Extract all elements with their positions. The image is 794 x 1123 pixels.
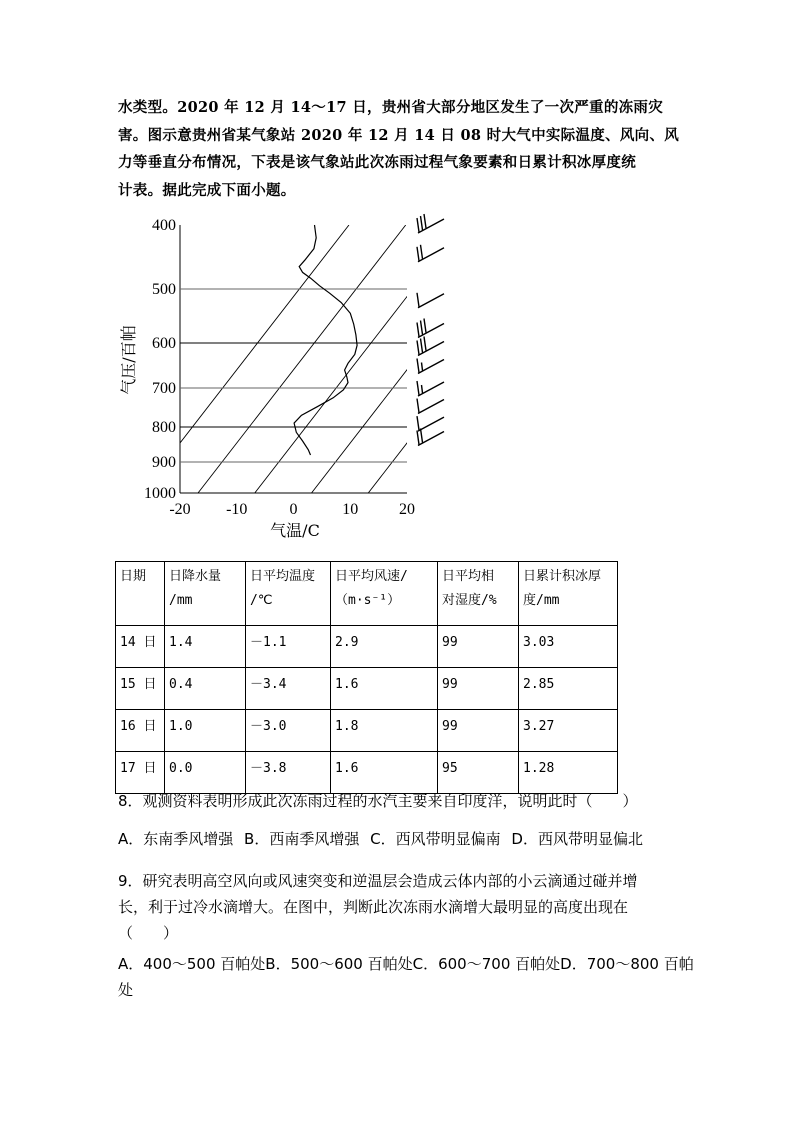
y-tick-label: 500 <box>152 281 176 298</box>
isotherm-line <box>255 225 460 493</box>
x-tick-label: 10 <box>342 501 359 518</box>
table-cell: －3.0 <box>246 710 331 752</box>
wind-barb <box>417 319 444 338</box>
wind-barb-half <box>422 363 423 371</box>
table-cell: 95 <box>438 752 519 794</box>
q8-option-d[interactable]: D．西风带明显偏北 <box>511 830 643 848</box>
q8-option-b[interactable]: B．西南季风增强 <box>244 830 360 848</box>
wind-barb <box>417 429 444 446</box>
intro-line: 计表。据此完成下面小题。 <box>118 181 296 199</box>
header-cell: 日平均温度 /℃ <box>246 562 331 626</box>
table-cell: 15 日 <box>116 668 165 710</box>
header-cell: 日期 <box>116 562 165 626</box>
temperature-pressure-chart <box>110 205 460 545</box>
table-cell: 3.27 <box>519 710 618 752</box>
wind-barb-flag <box>421 429 423 443</box>
y-tick-label: 600 <box>152 335 176 352</box>
x-tick-label: -20 <box>169 501 191 518</box>
table-cell: 0.4 <box>165 668 246 710</box>
wind-barb <box>417 293 444 308</box>
table-cell: 3.03 <box>519 626 618 668</box>
header-cell: 日累计积冰厚 度/mm <box>519 562 618 626</box>
wind-barb <box>417 245 444 262</box>
table-cell: 1.0 <box>165 710 246 752</box>
wind-barb-flag <box>417 293 419 307</box>
table-row <box>116 668 618 710</box>
table-cell: 16 日 <box>116 710 165 752</box>
wind-barb-staff <box>418 294 444 308</box>
table-cell: 99 <box>438 626 519 668</box>
wind-barb-staff <box>418 400 444 414</box>
wind-barb-flag <box>417 359 419 373</box>
table-cell: －1.1 <box>246 626 331 668</box>
y-tick-label: 900 <box>152 454 176 471</box>
isotherm-line <box>141 225 349 493</box>
y-axis-title: 气压/百帕 <box>119 325 138 395</box>
table-cell: －3.4 <box>246 668 331 710</box>
table-cell: 0.0 <box>165 752 246 794</box>
y-tick-label: 700 <box>152 380 176 397</box>
wind-barb-flag <box>424 337 426 351</box>
wind-barb-half <box>422 385 423 393</box>
table-cell: 2.85 <box>519 668 618 710</box>
wind-barb-flag <box>424 214 426 228</box>
table-cell: －3.8 <box>246 752 331 794</box>
y-tick-label: 400 <box>152 217 176 234</box>
wind-barb-flag <box>424 319 426 333</box>
wind-barb-flag <box>417 218 419 232</box>
q8-option-c[interactable]: C．西风带明显偏南 <box>370 830 501 848</box>
table-cell: 99 <box>438 710 519 752</box>
x-tick-label: 0 <box>289 501 298 518</box>
table-cell: 1.28 <box>519 752 618 794</box>
weather-data-table <box>115 561 618 794</box>
isotherm-line <box>425 225 460 493</box>
table-cell: 1.6 <box>331 668 438 710</box>
q9-option-c[interactable]: C．600～700 百帕处 <box>412 955 561 973</box>
isotherm-line <box>312 225 461 493</box>
q9-option-d[interactable]: D．700～800 百帕处 <box>118 955 694 999</box>
wind-barb-flag <box>417 381 419 395</box>
question-8-options <box>118 826 688 852</box>
wind-barb-flag <box>417 323 419 337</box>
intro-line: 害。图示意贵州省某气象站 2020 年 12 月 14 日 08 时大气中实际温度、风向、风 <box>118 126 680 144</box>
wind-barb <box>417 399 444 414</box>
intro-line: 水类型。2020 年 12 月 14～17 日，贵州省大部分地区发生了一次严重的冻雨灾 <box>118 99 664 116</box>
isotherm-line <box>198 225 406 493</box>
y-tick-label: 800 <box>152 419 176 436</box>
wind-barb-flag <box>417 431 419 445</box>
header-cell: 日平均相 对湿度/% <box>438 562 519 626</box>
table-cell: 17 日 <box>116 752 165 794</box>
wind-barb <box>417 381 444 396</box>
wind-barb <box>417 359 444 374</box>
x-tick-label: 20 <box>399 501 415 518</box>
table-header-row <box>116 562 618 626</box>
table-row <box>116 710 618 752</box>
q9-option-b[interactable]: B．500～600 百帕处 <box>265 955 413 973</box>
question-8-stem: 8．观测资料表明形成此次冻雨过程的水汽主要来自印度洋，说明此时（ ） <box>118 792 638 810</box>
table-cell: 99 <box>438 668 519 710</box>
header-cell: 日平均风速/ （m·s⁻¹） <box>331 562 438 626</box>
table-cell: 2.9 <box>331 626 438 668</box>
wind-barb-flag <box>421 216 423 230</box>
q9-stem-line: 长，利于过冷水滴增大。在图中，判断此次冻雨水滴增大最明显的高度出现在 <box>118 898 629 916</box>
y-tick-label: 1000 <box>144 485 176 502</box>
intro-line: 力等垂直分布情况，下表是该气象站此次冻雨过程气象要素和日累计积冰厚度统 <box>118 154 636 171</box>
q8-option-a[interactable]: A．东南季风增强 <box>118 830 234 848</box>
wind-barb-flag <box>417 341 419 355</box>
intro-paragraph <box>118 94 684 204</box>
wind-barb-staff <box>418 417 444 431</box>
wind-barb <box>417 337 444 356</box>
question-9-options <box>118 951 698 1003</box>
header-cell: 日降水量 /mm <box>165 562 246 626</box>
wind-barb-flag <box>417 399 419 413</box>
wind-barb-flag <box>417 416 419 430</box>
table-row <box>116 626 618 668</box>
temperature-curve <box>294 225 357 455</box>
q9-option-a[interactable]: A．400～500 百帕处 <box>118 955 266 973</box>
table-cell: 14 日 <box>116 626 165 668</box>
wind-barb <box>417 214 444 233</box>
question-9-stem <box>118 868 688 946</box>
q9-stem-line: （ ） <box>118 924 179 942</box>
isotherm-line <box>368 225 460 493</box>
table-cell: 1.8 <box>331 710 438 752</box>
wind-barb-flag <box>421 339 423 353</box>
x-axis-title: 气温/C <box>270 521 320 540</box>
table-cell: 1.4 <box>165 626 246 668</box>
x-tick-label: -10 <box>226 501 248 518</box>
wind-barb-flag <box>421 321 423 335</box>
wind-barb-flag <box>421 245 423 259</box>
q9-stem-line: 9．研究表明高空风向或风速突变和逆温层会造成云体内部的小云滴通过碰并增 <box>118 872 638 890</box>
wind-barb-flag <box>417 247 419 261</box>
table-cell: 1.6 <box>331 752 438 794</box>
